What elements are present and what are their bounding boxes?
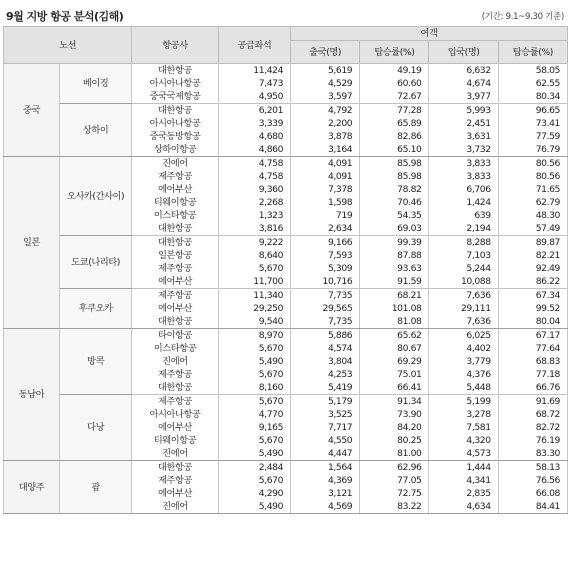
cell-airline: 상하이항공 bbox=[132, 143, 219, 157]
cell-arr-load: 66.76 bbox=[498, 381, 567, 395]
cell-dep-pax: 5,886 bbox=[291, 329, 360, 343]
cell-arr-load: 48.30 bbox=[498, 209, 567, 222]
cell-arr-pax: 5,199 bbox=[429, 395, 498, 409]
route-cell: 도쿄(나리타) bbox=[59, 236, 131, 289]
cell-dep-load: 93.63 bbox=[360, 262, 429, 275]
region-cell: 일본 bbox=[4, 157, 60, 329]
cell-arr-load: 92.49 bbox=[498, 262, 567, 275]
cell-seats: 11,424 bbox=[218, 64, 290, 78]
cell-dep-load: 69.29 bbox=[360, 355, 429, 368]
cell-arr-pax: 29,111 bbox=[429, 302, 498, 315]
cell-dep-pax: 4,574 bbox=[291, 342, 360, 355]
cell-dep-load: 80.25 bbox=[360, 434, 429, 447]
route-cell: 상하이 bbox=[59, 104, 131, 157]
cell-arr-pax: 7,581 bbox=[429, 421, 498, 434]
cell-dep-load: 85.98 bbox=[360, 157, 429, 171]
cell-airline: 진에어 bbox=[132, 447, 219, 461]
cell-dep-load: 85.98 bbox=[360, 170, 429, 183]
cell-dep-load: 91.34 bbox=[360, 395, 429, 409]
cell-airline: 대한항공 bbox=[132, 236, 219, 250]
region-cell: 동남아 bbox=[4, 329, 60, 461]
cell-dep-load: 49.19 bbox=[360, 64, 429, 78]
cell-seats: 9,540 bbox=[218, 315, 290, 329]
cell-seats: 6,201 bbox=[218, 104, 290, 118]
cell-airline: 제주항공 bbox=[132, 289, 219, 303]
cell-arr-pax: 3,977 bbox=[429, 90, 498, 104]
cell-arr-pax: 7,103 bbox=[429, 249, 498, 262]
cell-dep-pax: 4,091 bbox=[291, 157, 360, 171]
cell-dep-pax: 3,525 bbox=[291, 408, 360, 421]
table-row bbox=[4, 329, 568, 343]
cell-arr-pax: 3,732 bbox=[429, 143, 498, 157]
cell-dep-load: 72.75 bbox=[360, 487, 429, 500]
cell-seats: 4,758 bbox=[218, 170, 290, 183]
region-cell: 중국 bbox=[4, 64, 60, 157]
cell-seats: 11,340 bbox=[218, 289, 290, 303]
cell-arr-load: 58.13 bbox=[498, 461, 567, 475]
cell-airline: 제주항공 bbox=[132, 395, 219, 409]
cell-airline: 일본항공 bbox=[132, 249, 219, 262]
cell-dep-pax: 3,597 bbox=[291, 90, 360, 104]
cell-arr-load: 96.65 bbox=[498, 104, 567, 118]
cell-dep-load: 87.88 bbox=[360, 249, 429, 262]
cell-dep-pax: 4,792 bbox=[291, 104, 360, 118]
cell-seats: 5,670 bbox=[218, 262, 290, 275]
cell-airline: 이스타항공 bbox=[132, 209, 219, 222]
cell-dep-load: 91.59 bbox=[360, 275, 429, 289]
route-cell: 다낭 bbox=[59, 395, 131, 461]
cell-dep-pax: 7,593 bbox=[291, 249, 360, 262]
cell-dep-load: 73.90 bbox=[360, 408, 429, 421]
cell-dep-pax: 4,091 bbox=[291, 170, 360, 183]
cell-arr-load: 83.30 bbox=[498, 447, 567, 461]
cell-airline: 대한항공 bbox=[132, 461, 219, 475]
cell-arr-load: 66.08 bbox=[498, 487, 567, 500]
cell-arr-load: 82.72 bbox=[498, 421, 567, 434]
cell-arr-load: 73.41 bbox=[498, 117, 567, 130]
cell-seats: 5,490 bbox=[218, 500, 290, 514]
cell-seats: 8,160 bbox=[218, 381, 290, 395]
cell-arr-load: 80.34 bbox=[498, 90, 567, 104]
cell-airline: 대한항공 bbox=[132, 64, 219, 78]
cell-seats: 9,360 bbox=[218, 183, 290, 196]
cell-arr-load: 77.59 bbox=[498, 130, 567, 143]
cell-arr-load: 89.87 bbox=[498, 236, 567, 250]
cell-arr-load: 91.69 bbox=[498, 395, 567, 409]
cell-arr-load: 67.17 bbox=[498, 329, 567, 343]
period-note: (기간: 9.1~9.30 기준) bbox=[481, 12, 564, 22]
cell-dep-load: 77.28 bbox=[360, 104, 429, 118]
table-header bbox=[4, 27, 568, 64]
route-cell: 괌 bbox=[59, 461, 131, 514]
airline-route-table bbox=[3, 26, 568, 514]
cell-seats: 5,490 bbox=[218, 355, 290, 368]
cell-airline: 진에어 bbox=[132, 355, 219, 368]
cell-dep-load: 99.39 bbox=[360, 236, 429, 250]
cell-dep-load: 81.00 bbox=[360, 447, 429, 461]
cell-seats: 1,323 bbox=[218, 209, 290, 222]
cell-airline: 제주항공 bbox=[132, 262, 219, 275]
cell-airline: 중국동방항공 bbox=[132, 130, 219, 143]
cell-arr-load: 58.05 bbox=[498, 64, 567, 78]
cell-arr-pax: 4,341 bbox=[429, 474, 498, 487]
cell-airline: 제주항공 bbox=[132, 474, 219, 487]
cell-seats: 8,970 bbox=[218, 329, 290, 343]
cell-seats: 2,268 bbox=[218, 196, 290, 209]
cell-dep-load: 68.21 bbox=[360, 289, 429, 303]
cell-dep-pax: 29,565 bbox=[291, 302, 360, 315]
cell-arr-pax: 2,835 bbox=[429, 487, 498, 500]
header-seats: 공급좌석 bbox=[218, 27, 290, 64]
cell-arr-pax: 5,244 bbox=[429, 262, 498, 275]
cell-dep-load: 75.01 bbox=[360, 368, 429, 381]
cell-airline: 제주항공 bbox=[132, 368, 219, 381]
cell-arr-load: 62.55 bbox=[498, 77, 567, 90]
cell-dep-load: 80.67 bbox=[360, 342, 429, 355]
cell-arr-pax: 5,448 bbox=[429, 381, 498, 395]
cell-airline: 제주항공 bbox=[132, 170, 219, 183]
cell-arr-load: 77.18 bbox=[498, 368, 567, 381]
cell-dep-pax: 1,598 bbox=[291, 196, 360, 209]
cell-seats: 8,640 bbox=[218, 249, 290, 262]
cell-arr-pax: 10,088 bbox=[429, 275, 498, 289]
cell-airline: 에어부산 bbox=[132, 275, 219, 289]
table-row bbox=[4, 236, 568, 250]
cell-dep-pax: 5,309 bbox=[291, 262, 360, 275]
document-title: 9월 지방 항공 분석(김해) bbox=[6, 10, 124, 23]
cell-dep-load: 101.08 bbox=[360, 302, 429, 315]
cell-dep-pax: 4,529 bbox=[291, 77, 360, 90]
cell-airline: 중국국제항공 bbox=[132, 90, 219, 104]
cell-seats: 3,339 bbox=[218, 117, 290, 130]
cell-arr-pax: 4,674 bbox=[429, 77, 498, 90]
cell-seats: 5,670 bbox=[218, 342, 290, 355]
header-passenger: 여객 bbox=[291, 27, 568, 41]
table-row bbox=[4, 64, 568, 78]
cell-arr-pax: 4,376 bbox=[429, 368, 498, 381]
cell-airline: 아시아나항공 bbox=[132, 77, 219, 90]
cell-airline: 진에어 bbox=[132, 500, 219, 514]
cell-dep-pax: 2,634 bbox=[291, 222, 360, 236]
cell-airline: 대한항공 bbox=[132, 104, 219, 118]
header-airline: 항공사 bbox=[132, 27, 219, 64]
cell-airline: 티웨이항공 bbox=[132, 434, 219, 447]
cell-arr-pax: 4,573 bbox=[429, 447, 498, 461]
cell-seats: 4,680 bbox=[218, 130, 290, 143]
cell-airline: 아시아나항공 bbox=[132, 117, 219, 130]
cell-dep-load: 60.60 bbox=[360, 77, 429, 90]
cell-seats: 4,950 bbox=[218, 90, 290, 104]
cell-dep-pax: 1,564 bbox=[291, 461, 360, 475]
cell-dep-pax: 3,804 bbox=[291, 355, 360, 368]
route-cell: 후쿠오카 bbox=[59, 289, 131, 329]
header-arr-load: 탑승률(%) bbox=[498, 41, 567, 64]
cell-dep-load: 65.89 bbox=[360, 117, 429, 130]
route-cell: 오사카(간사이) bbox=[59, 157, 131, 236]
cell-dep-pax: 7,735 bbox=[291, 289, 360, 303]
cell-dep-load: 72.67 bbox=[360, 90, 429, 104]
cell-arr-load: 57.49 bbox=[498, 222, 567, 236]
cell-dep-pax: 3,164 bbox=[291, 143, 360, 157]
cell-dep-pax: 9,166 bbox=[291, 236, 360, 250]
cell-seats: 5,670 bbox=[218, 474, 290, 487]
cell-arr-pax: 7,636 bbox=[429, 289, 498, 303]
cell-seats: 4,758 bbox=[218, 157, 290, 171]
cell-arr-load: 67.34 bbox=[498, 289, 567, 303]
table-row bbox=[4, 395, 568, 409]
cell-arr-load: 68.83 bbox=[498, 355, 567, 368]
document-header bbox=[3, 0, 568, 26]
cell-arr-load: 82.21 bbox=[498, 249, 567, 262]
cell-arr-pax: 6,706 bbox=[429, 183, 498, 196]
cell-dep-pax: 4,550 bbox=[291, 434, 360, 447]
cell-arr-pax: 1,444 bbox=[429, 461, 498, 475]
cell-arr-load: 86.22 bbox=[498, 275, 567, 289]
region-cell: 대양주 bbox=[4, 461, 60, 514]
cell-seats: 11,700 bbox=[218, 275, 290, 289]
cell-dep-pax: 10,716 bbox=[291, 275, 360, 289]
cell-dep-pax: 3,121 bbox=[291, 487, 360, 500]
cell-arr-pax: 5,993 bbox=[429, 104, 498, 118]
cell-arr-pax: 3,779 bbox=[429, 355, 498, 368]
cell-arr-pax: 4,402 bbox=[429, 342, 498, 355]
cell-airline: 에어부산 bbox=[132, 302, 219, 315]
cell-dep-pax: 4,253 bbox=[291, 368, 360, 381]
table-row bbox=[4, 157, 568, 171]
cell-airline: 대한항공 bbox=[132, 222, 219, 236]
cell-arr-pax: 1,424 bbox=[429, 196, 498, 209]
cell-dep-pax: 719 bbox=[291, 209, 360, 222]
cell-arr-pax: 6,025 bbox=[429, 329, 498, 343]
cell-dep-pax: 5,619 bbox=[291, 64, 360, 78]
table-row bbox=[4, 289, 568, 303]
cell-dep-pax: 7,717 bbox=[291, 421, 360, 434]
cell-arr-pax: 3,631 bbox=[429, 130, 498, 143]
cell-dep-load: 83.22 bbox=[360, 500, 429, 514]
cell-airline: 아시아나항공 bbox=[132, 408, 219, 421]
cell-seats: 2,484 bbox=[218, 461, 290, 475]
cell-dep-pax: 4,369 bbox=[291, 474, 360, 487]
cell-arr-pax: 8,288 bbox=[429, 236, 498, 250]
cell-arr-pax: 3,278 bbox=[429, 408, 498, 421]
cell-arr-pax: 3,833 bbox=[429, 170, 498, 183]
cell-dep-load: 65.62 bbox=[360, 329, 429, 343]
cell-airline: 에어부산 bbox=[132, 487, 219, 500]
cell-seats: 4,290 bbox=[218, 487, 290, 500]
cell-arr-pax: 639 bbox=[429, 209, 498, 222]
cell-airline: 에어부산 bbox=[132, 421, 219, 434]
cell-dep-pax: 4,569 bbox=[291, 500, 360, 514]
cell-dep-load: 81.08 bbox=[360, 315, 429, 329]
cell-airline: 이스타항공 bbox=[132, 342, 219, 355]
cell-arr-pax: 2,451 bbox=[429, 117, 498, 130]
cell-seats: 4,860 bbox=[218, 143, 290, 157]
cell-seats: 5,670 bbox=[218, 434, 290, 447]
cell-dep-pax: 4,447 bbox=[291, 447, 360, 461]
cell-arr-pax: 4,320 bbox=[429, 434, 498, 447]
cell-seats: 29,250 bbox=[218, 302, 290, 315]
cell-dep-load: 78.82 bbox=[360, 183, 429, 196]
table-body bbox=[4, 64, 568, 514]
cell-dep-pax: 3,878 bbox=[291, 130, 360, 143]
cell-dep-load: 66.41 bbox=[360, 381, 429, 395]
cell-arr-pax: 4,634 bbox=[429, 500, 498, 514]
cell-arr-load: 80.04 bbox=[498, 315, 567, 329]
cell-airline: 대한항공 bbox=[132, 315, 219, 329]
cell-dep-pax: 7,735 bbox=[291, 315, 360, 329]
header-route: 노선 bbox=[4, 27, 132, 64]
cell-dep-load: 77.05 bbox=[360, 474, 429, 487]
cell-arr-load: 80.56 bbox=[498, 157, 567, 171]
cell-arr-load: 62.79 bbox=[498, 196, 567, 209]
cell-seats: 5,670 bbox=[218, 395, 290, 409]
header-arr-pax: 입국(명) bbox=[429, 41, 498, 64]
cell-arr-load: 68.72 bbox=[498, 408, 567, 421]
cell-seats: 7,473 bbox=[218, 77, 290, 90]
cell-arr-load: 71.65 bbox=[498, 183, 567, 196]
cell-seats: 9,165 bbox=[218, 421, 290, 434]
cell-arr-pax: 6,632 bbox=[429, 64, 498, 78]
cell-dep-pax: 7,378 bbox=[291, 183, 360, 196]
cell-dep-pax: 2,200 bbox=[291, 117, 360, 130]
cell-arr-load: 80.56 bbox=[498, 170, 567, 183]
cell-dep-pax: 5,179 bbox=[291, 395, 360, 409]
cell-dep-load: 82.86 bbox=[360, 130, 429, 143]
cell-dep-load: 69.03 bbox=[360, 222, 429, 236]
cell-arr-load: 76.19 bbox=[498, 434, 567, 447]
cell-dep-load: 70.46 bbox=[360, 196, 429, 209]
header-dep-load: 탑승률(%) bbox=[360, 41, 429, 64]
cell-airline: 티웨이항공 bbox=[132, 196, 219, 209]
cell-seats: 5,670 bbox=[218, 368, 290, 381]
cell-airline: 타이항공 bbox=[132, 329, 219, 343]
cell-arr-load: 99.52 bbox=[498, 302, 567, 315]
table-row bbox=[4, 461, 568, 475]
cell-airline: 대한항공 bbox=[132, 381, 219, 395]
route-cell: 베이징 bbox=[59, 64, 131, 104]
cell-dep-load: 65.10 bbox=[360, 143, 429, 157]
cell-arr-pax: 2,194 bbox=[429, 222, 498, 236]
cell-arr-load: 76.56 bbox=[498, 474, 567, 487]
cell-arr-load: 77.64 bbox=[498, 342, 567, 355]
table-row bbox=[4, 104, 568, 118]
cell-arr-load: 84.41 bbox=[498, 500, 567, 514]
cell-arr-pax: 3,833 bbox=[429, 157, 498, 171]
cell-dep-load: 54.35 bbox=[360, 209, 429, 222]
cell-airline: 진에어 bbox=[132, 157, 219, 171]
cell-seats: 3,816 bbox=[218, 222, 290, 236]
cell-arr-pax: 7,636 bbox=[429, 315, 498, 329]
route-cell: 방콕 bbox=[59, 329, 131, 395]
cell-dep-pax: 5,419 bbox=[291, 381, 360, 395]
cell-seats: 5,490 bbox=[218, 447, 290, 461]
cell-seats: 4,770 bbox=[218, 408, 290, 421]
cell-seats: 9,222 bbox=[218, 236, 290, 250]
cell-arr-load: 76.79 bbox=[498, 143, 567, 157]
cell-dep-load: 62.96 bbox=[360, 461, 429, 475]
header-dep-pax: 출국(명) bbox=[291, 41, 360, 64]
cell-airline: 에어부산 bbox=[132, 183, 219, 196]
cell-dep-load: 84.20 bbox=[360, 421, 429, 434]
